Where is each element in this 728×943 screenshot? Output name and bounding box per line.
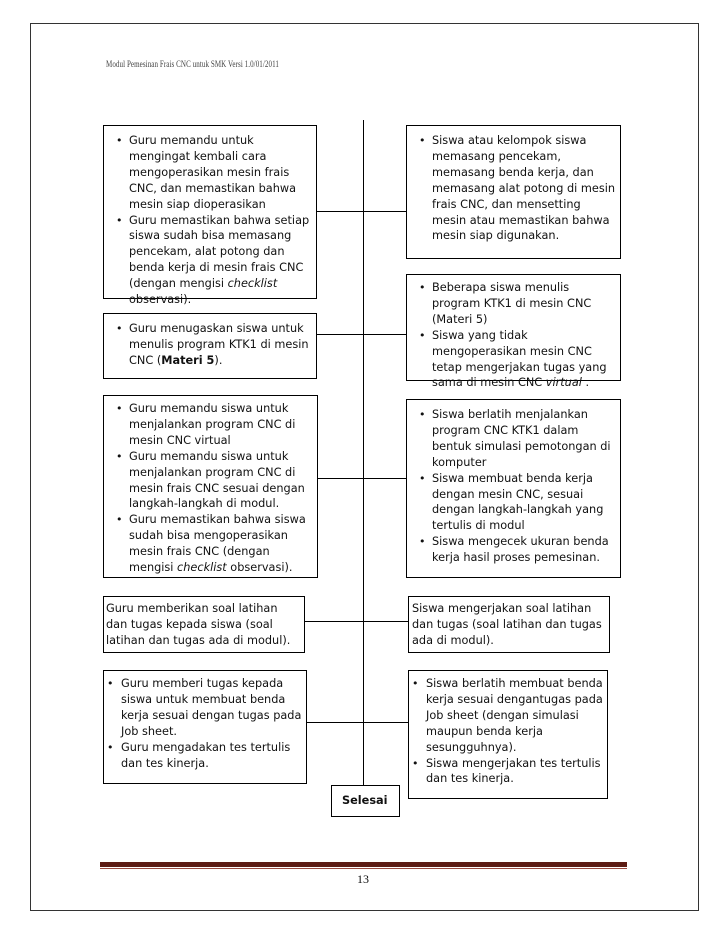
connector-left-1 [316, 211, 364, 212]
connector-right-3 [363, 478, 407, 479]
list-item: • Siswa berlatih menjalankan program CNC KTK1 dalam bentuk simulasi pemotongan di komputer [413, 407, 616, 471]
connector-left-3 [318, 478, 364, 479]
list-item: • Guru mengadakan tes tertulis dan tes kinerja. [106, 740, 304, 772]
connector-left-5 [307, 722, 364, 723]
list-item: • Guru memastikan bahwa siswa sudah bisa mengoperasikan mesin frais CNC (dengan mengisi checklist observasi). [110, 512, 313, 576]
list-item: • Siswa atau kelompok siswa memasang pencekam, memasang benda kerja, dan memasang alat potong di mesin frais CNC, dan mensetting mesin atau memastikan bahwa mesin siap digunakan. [413, 133, 616, 244]
footer-rule [100, 862, 627, 867]
flow-spine [363, 120, 364, 792]
list-item: • Beberapa siswa menulis program KTK1 di mesin CNC (Materi 5) [413, 280, 616, 328]
guru-text-4: Guru memberikan soal latihan dan tugas kepada siswa (soal latihan dan tugas ada di modul). [106, 602, 291, 647]
guru-list-1 [110, 133, 312, 308]
list-item: • Guru memberi tugas kepada siswa untuk membuat benda kerja sesuai dengan tugas pada Job sheet. [106, 676, 304, 740]
siswa-list-3 [413, 407, 616, 566]
siswa-list-5 [411, 676, 605, 787]
guru-list-5 [106, 676, 304, 771]
connector-right-1 [363, 211, 406, 212]
guru-list-3 [110, 401, 313, 576]
list-item: • Siswa mengerjakan tes tertulis dan tes kinerja. [411, 756, 605, 788]
guru-box-2 [103, 313, 317, 379]
guru-box-5 [103, 670, 307, 784]
list-item: • Siswa membuat benda kerja dengan mesin CNC, sesuai dengan langkah-langkah yang tertulis di modul [413, 471, 616, 535]
siswa-list-1 [413, 133, 616, 244]
list-item: • Siswa berlatih membuat benda kerja sesuai dengantugas pada Job sheet (dengan simulasi maupun benda kerja sesungguhnya). [411, 676, 605, 756]
guru-box-1 [103, 125, 317, 307]
siswa-text-4: Siswa mengerjakan soal latihan dan tugas (soal latihan dan tugas ada di modul). [412, 602, 602, 647]
siswa-box-4 [408, 596, 610, 653]
connector-right-5 [363, 722, 408, 723]
siswa-box-3 [406, 399, 621, 578]
guru-box-4 [103, 596, 305, 653]
siswa-box-2 [406, 274, 621, 390]
running-header: Modul Pemesinan Frais CNC untuk SMK Versi 1.0/01/2011 [106, 59, 280, 69]
connector-left-4 [305, 621, 364, 622]
connector-left-2 [317, 334, 364, 335]
list-item: • Guru menugaskan siswa untuk menulis program KTK1 di mesin CNC (Materi 5). [110, 321, 312, 369]
list-item: • Guru memandu siswa untuk menjalankan program CNC di mesin CNC virtual [110, 401, 313, 449]
list-item: • Guru memandu siswa untuk menjalankan program CNC di mesin frais CNC sesuai dengan langkah-langkah di modul. [110, 449, 313, 513]
list-item: • Guru memastikan bahwa setiap siswa sudah bisa memasang pencekam, alat potong dan benda kerja di mesin frais CNC (dengan mengisi checklist observasi). [110, 213, 312, 308]
siswa-list-2 [413, 280, 616, 391]
connector-right-2 [363, 334, 407, 335]
list-item: • Siswa mengecek ukuran benda kerja hasil proses pemesinan. [413, 534, 616, 566]
guru-box-3 [103, 395, 318, 578]
list-item: • Siswa yang tidak mengoperasikan mesin CNC tetap mengerjakan tugas yang sama di mesin CNC virtual . [413, 328, 616, 392]
guru-list-2 [110, 321, 312, 369]
siswa-box-1 [406, 125, 621, 259]
end-terminal-box: Selesai [331, 785, 400, 817]
connector-right-4 [363, 621, 408, 622]
page-number: 13 [357, 872, 369, 886]
list-item: • Guru memandu untuk mengingat kembali cara mengoperasikan mesin frais CNC, dan memastikan bahwa mesin siap dioperasikan [110, 133, 312, 213]
footer-rule-thin [100, 868, 627, 869]
siswa-box-5 [408, 670, 608, 799]
